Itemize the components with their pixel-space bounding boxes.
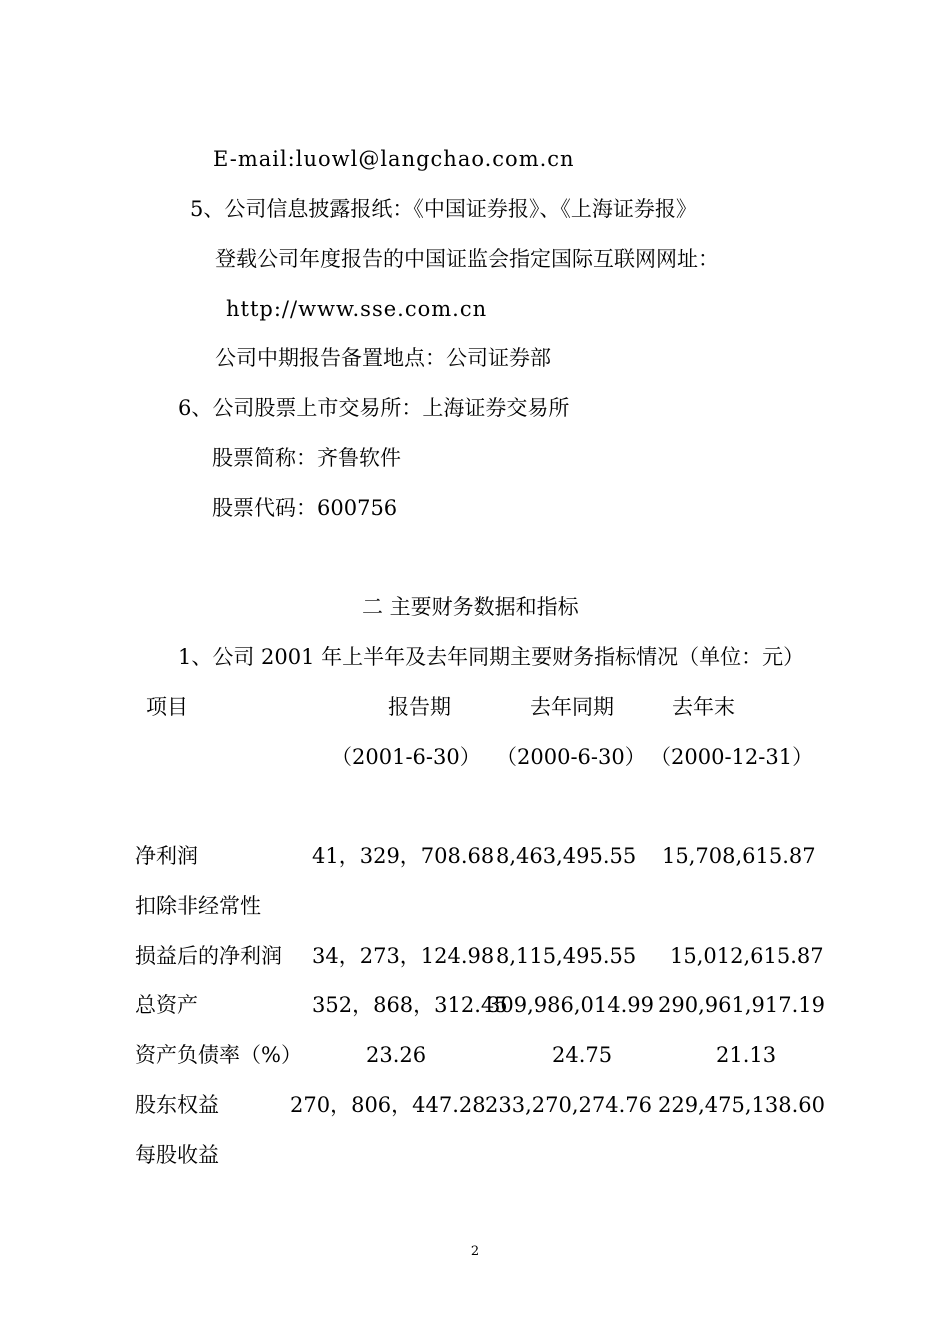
- row-label: 扣除非经常性: [135, 894, 261, 918]
- header-last-year-end: 去年末: [672, 695, 735, 719]
- table-intro: 1、公司 2001 年上半年及去年同期主要财务指标情况（单位：元）: [178, 645, 805, 669]
- email-line: E-mail:luowl@langchao.com.cn: [213, 147, 575, 171]
- row-value-report: 23.26: [366, 1043, 427, 1067]
- subheader-year-end-date: （2000-12-31）: [650, 745, 814, 769]
- row-label: 股东权益: [135, 1093, 219, 1117]
- row-value-last-year: 8,115,495.55: [496, 944, 637, 968]
- row-value-report: 34，273，124.98: [312, 944, 495, 968]
- stock-exchange: 6、公司股票上市交易所：上海证券交易所: [178, 396, 570, 420]
- header-report-period: 报告期: [388, 695, 451, 719]
- row-value-last-year: 309,986,014.99: [487, 993, 654, 1017]
- row-value-year-end: 15,708,615.87: [662, 844, 816, 868]
- section-heading: 二 主要财务数据和指标: [362, 595, 579, 619]
- row-value-report: 270，806，447.28: [290, 1093, 486, 1117]
- newspapers-line: 5、公司信息披露报纸：《中国证券报》、《上海证券报》: [190, 197, 697, 221]
- row-value-year-end: 21.13: [716, 1043, 777, 1067]
- row-value-last-year: 8,463,495.55: [496, 844, 637, 868]
- row-value-report: 41，329，708.68: [312, 844, 495, 868]
- website-url[interactable]: http://www.sse.com.cn: [226, 297, 488, 321]
- row-label: 总资产: [135, 993, 198, 1017]
- website-label: 登载公司年度报告的中国证监会指定国际互联网网址：: [215, 247, 719, 271]
- row-label: 损益后的净利润: [135, 944, 282, 968]
- filing-location: 公司中期报告备置地点：公司证券部: [215, 346, 551, 370]
- row-value-last-year: 24.75: [552, 1043, 613, 1067]
- stock-short-name: 股票简称：齐鲁软件: [212, 446, 401, 470]
- row-value-last-year: 233,270,274.76: [485, 1093, 652, 1117]
- row-value-year-end: 15,012,615.87: [670, 944, 824, 968]
- header-same-period-last-year: 去年同期: [530, 695, 614, 719]
- row-label: 资产负债率（%）: [135, 1043, 302, 1067]
- row-value-report: 352，868，312.45: [312, 993, 508, 1017]
- subheader-report-date: （2001-6-30）: [331, 745, 481, 769]
- row-value-year-end: 229,475,138.60: [658, 1093, 825, 1117]
- header-item: 项目: [146, 695, 188, 719]
- stock-code: 股票代码：600756: [212, 496, 398, 520]
- row-label: 每股收益: [135, 1143, 219, 1167]
- page-number: 2: [470, 1244, 480, 1259]
- row-value-year-end: 290,961,917.19: [658, 993, 825, 1017]
- subheader-last-year-date: （2000-6-30）: [496, 745, 646, 769]
- row-label: 净利润: [135, 844, 198, 868]
